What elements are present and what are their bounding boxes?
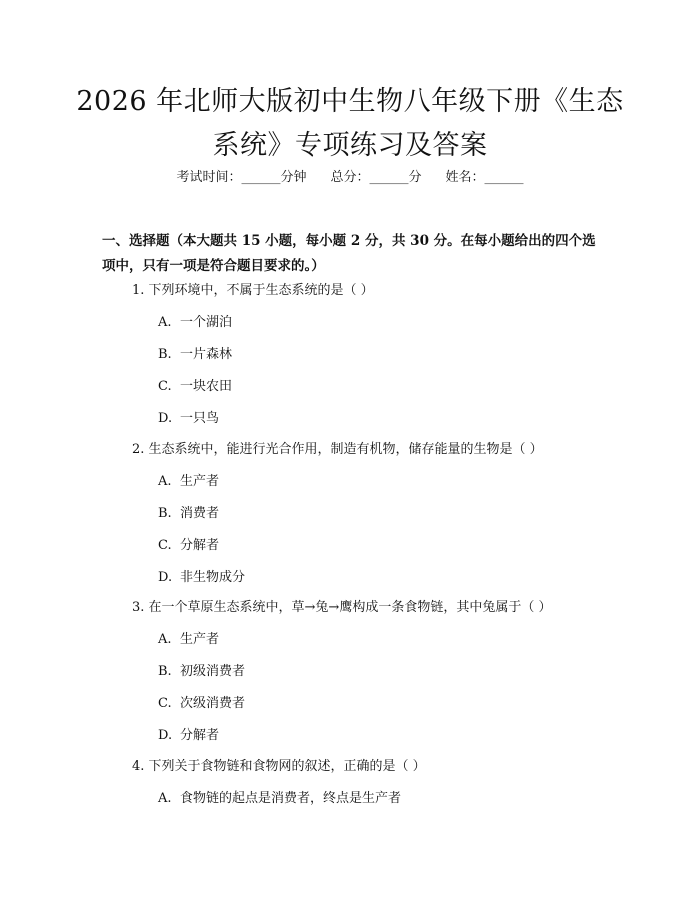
option [158, 726, 219, 746]
option-letter: D. [158, 411, 173, 426]
option-text: 一片森林 [180, 347, 233, 362]
option-text: 初级消费者 [180, 664, 246, 679]
exam-time: 考试时间：______分钟 [176, 170, 307, 185]
option [158, 409, 219, 429]
option-letter: A. [158, 632, 172, 647]
option-text: 次级消费者 [180, 696, 246, 711]
option-letter: A. [158, 315, 172, 330]
option-text: 生产者 [180, 474, 220, 489]
title-line-1: 2026 年北师大版初中生物八年级下册《生态 [76, 86, 624, 117]
section-heading-line-1: 一、选择题（本大题共 15 小题，每小题 2 分，共 30 分。在每小题给出的四个选 [102, 233, 596, 249]
title-line-2: 系统》专项练习及答案 [212, 130, 488, 161]
question-stem: 4. 下列关于食物链和食物网的叙述，正确的是（ ） [132, 759, 426, 774]
option [158, 313, 232, 333]
section-heading [102, 229, 602, 279]
option-text: 分解者 [180, 538, 220, 553]
option-letter: D. [158, 728, 173, 743]
option [158, 377, 232, 397]
option-letter: C. [158, 538, 172, 553]
option-letter: B. [158, 347, 172, 362]
option-letter: A. [158, 474, 172, 489]
exam-name: 姓名：______ [445, 170, 524, 185]
option-letter: C. [158, 379, 172, 394]
option [158, 472, 219, 492]
option-text: 一块农田 [180, 379, 233, 394]
question-stem: 2. 生态系统中，能进行光合作用，制造有机物，储存能量的生物是（ ） [132, 442, 543, 457]
option [158, 662, 245, 682]
option [158, 789, 401, 809]
option-text: 一只鸟 [180, 411, 220, 426]
section-heading-line-2: 项中，只有一项是符合题目要求的。） [102, 258, 325, 274]
question-stem: 3. 在一个草原生态系统中，草→兔→鹰构成一条食物链，其中兔属于（ ） [132, 600, 552, 615]
exam-score: 总分：______分 [330, 170, 422, 185]
option-letter: A. [158, 791, 172, 806]
exam-info [0, 168, 700, 188]
option-text: 一个湖泊 [180, 315, 233, 330]
option-letter: B. [158, 506, 172, 521]
option-letter: C. [158, 696, 172, 711]
option [158, 536, 219, 556]
option-text: 分解者 [180, 728, 220, 743]
option-letter: B. [158, 664, 172, 679]
option [158, 568, 245, 588]
option-text: 生产者 [180, 632, 220, 647]
option-text: 食物链的起点是消费者，终点是生产者 [180, 791, 402, 806]
option-letter: D. [158, 570, 173, 585]
document-title [40, 80, 660, 168]
option [158, 694, 245, 714]
option [158, 630, 219, 650]
option-text: 消费者 [180, 506, 220, 521]
option [158, 345, 232, 365]
option-text: 非生物成分 [180, 570, 246, 585]
question-stem: 1. 下列环境中，不属于生态系统的是（ ） [132, 283, 374, 298]
option [158, 504, 219, 524]
